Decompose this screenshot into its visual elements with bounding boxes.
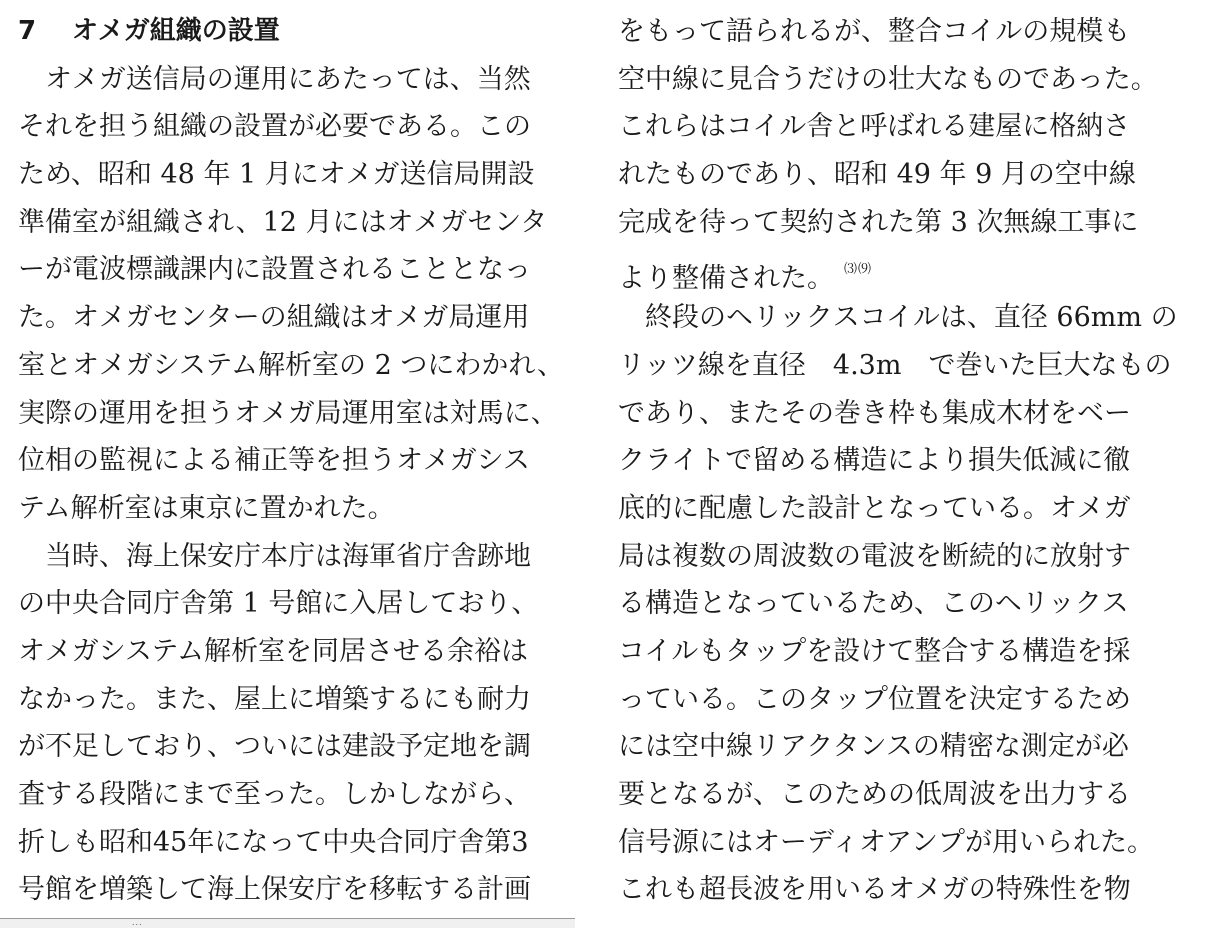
section-heading	[18, 8, 598, 56]
text-line: が不足しており、ついには建設予定地を調	[18, 731, 531, 763]
text-line: 完成を待って契約された第 3 次無線工事に	[618, 206, 1139, 238]
text-line: る構造となっているため、このヘリックス	[618, 588, 1129, 620]
text-line: テム解析室は東京に置かれた。	[18, 492, 395, 524]
text-line: 折しも昭和45年になって中央合同庁舎第3	[18, 826, 529, 858]
text-line: 信号源にはオーディオアンプが用いられた。	[618, 826, 1154, 858]
text-line: リッツ線を直径 4.3m で巻いた巨大なもの	[618, 349, 1172, 381]
text-line: 要となるが、このための低周波を出力する	[618, 779, 1131, 810]
text-line: これらはコイル舎と呼ばれる建屋に格納さ	[618, 111, 1131, 143]
text-line: た。オメガセンターの組織はオメガ局運用	[18, 302, 530, 334]
text-line: ため、昭和 48 年 1 月にオメガ送信局開設	[18, 159, 535, 191]
text-line: っている。このタップ位置を決定するため	[618, 683, 1131, 715]
text-line: それを担う組織の設置が必要である。この	[18, 111, 531, 143]
text-line: 終段のヘリックスコイルは、直径 66mm の	[618, 302, 1178, 334]
section-number: 7	[18, 16, 37, 46]
text-line: なかった。また、屋上に増築するにも耐力	[18, 683, 531, 715]
text-line: オメガ送信局の運用にあたっては、当然	[18, 63, 531, 95]
text-line: れたものであり、昭和 49 年 9 月の空中線	[618, 159, 1136, 191]
text-line: オメガシステム解析室を同居させる余裕は	[18, 635, 529, 667]
text-line: 実際の運用を担うオメガ局運用室は対馬に、	[18, 397, 558, 429]
text-line: コイルもタップを設けて整合する構造を採	[618, 635, 1131, 667]
text-line: には空中線リアクタンスの精密な測定が必	[618, 731, 1129, 763]
text-line: 室とオメガシステム解析室の 2 つにわかれ、	[18, 349, 564, 381]
text-line: をもって語られるが、整合コイルの規模も	[618, 16, 1131, 47]
text-line: 局は複数の周波数の電波を断続的に放射す	[618, 540, 1131, 572]
text-line: ーが電波標識課内に設置されることとなっ	[18, 254, 531, 286]
text-line: 位相の監視による補正等を担うオメガシス	[18, 445, 530, 477]
text-line: 準備室が組織され、12 月にはオメガセンタ	[18, 206, 548, 238]
text-line: 号館を増築して海上保安庁を移転する計画	[18, 874, 531, 906]
text-line: 底的に配慮した設計となっている。オメガ	[618, 492, 1131, 524]
text-line: 空中線に見合うだけの壮大なものであった。	[618, 63, 1158, 95]
section-title: オメガ組織の設置	[72, 16, 280, 46]
text-line: 当時、海上保安庁本庁は海軍省庁舎跡地	[18, 540, 531, 572]
right-column	[618, 8, 1208, 914]
text-line: の中央合同庁舎第 1 号館に入居しており、	[18, 588, 539, 620]
text-line: より整備された。	[618, 263, 834, 295]
text-line: であり、またその巻き枠も集成木材をベー	[618, 397, 1131, 429]
left-column	[18, 8, 598, 914]
reference-marks: ⑶⑼	[844, 262, 873, 278]
text-line: これも超長波を用いるオメガの特殊性を物	[618, 874, 1131, 906]
text-line: クライトで留める構造により損失低減に徹	[618, 445, 1131, 477]
text-line-with-reference	[618, 246, 1208, 294]
scrollbar-grip[interactable]: ...	[132, 918, 143, 927]
text-line: 査する段階にまで至った。しかしながら、	[18, 779, 531, 810]
